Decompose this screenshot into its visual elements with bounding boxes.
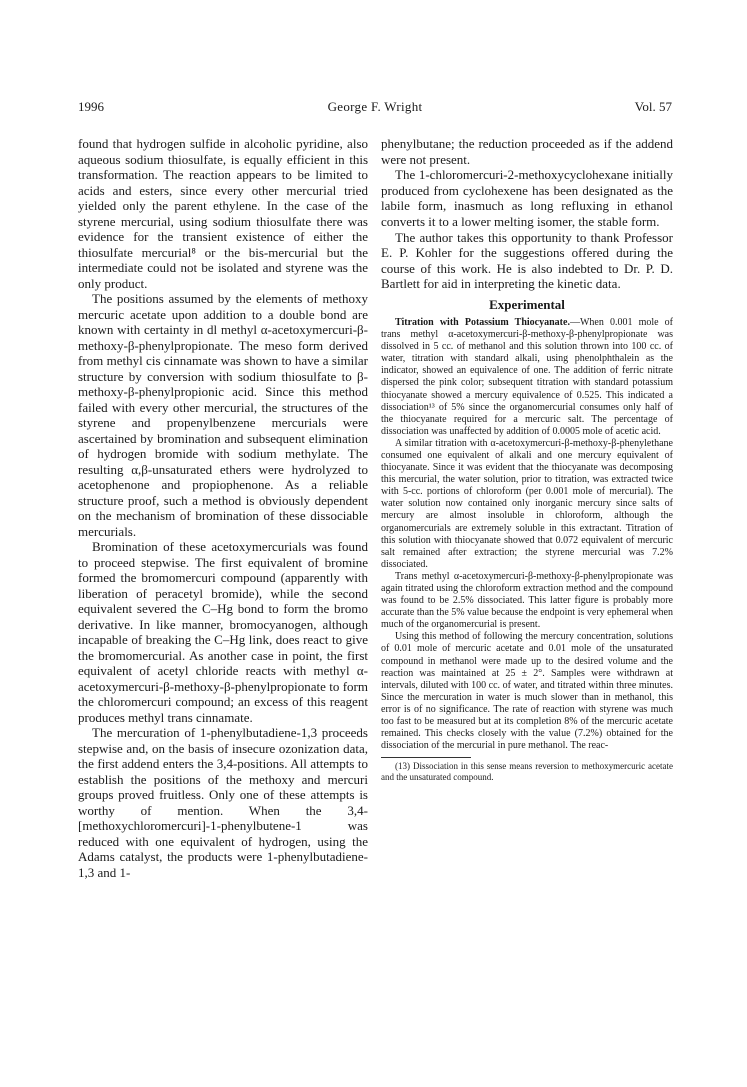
section-heading: Experimental [489,296,565,312]
experimental-paragraph: A similar titration with α-acetoxymercuri-β-methoxy-β-phenylethane consumed one equivalent of alkali and one mercury equivalent of thiocyanate. Since it was evident that the thiocyanate was decomposing this mercurial, the water solution, prior to titration, was extracted twice with 5-cc. portions of chloroform (per 0.001 mole of mercurial). The water solution now contained only inorganic mercury since salts of mercury are almost insoluble in chloroform, although the organomercurials are extremely soluble in this extractant. Titration of this solution with thiocyanate showed that 0.072 equivalent of mercuric salt remained after extraction; the styrene mercurial was 7.2% dissociated. [381,437,673,570]
run-in-heading: Titration with Potassium Thiocyanate. [395,316,570,328]
paragraph: found that hydrogen sulfide in alcoholic pyridine, also aqueous sodium thiosulfate, is equally efficient in this transformation. The reaction appears to be limited to acids and esters, since every other mercurial tried yielded only the parent ethylene. In the case of the styrene mercurial, using sodium thiosulfate there was evidence for the transient existence of either the thiosulfate mercurial⁸ or the bis-mercurial but the intermediate could not be isolated and styrene was the only product. [78,136,368,291]
footnote-rule [381,757,471,758]
right-column [381,136,673,782]
paragraph: The 1-chloromercuri-2-methoxycyclohexane initially produced from cyclohexene has been designated as the labile form, inasmuch as long refluxing in ethanol converts it to a lower melting isomer, the stable form. [381,167,673,229]
page-number: 1996 [78,99,104,114]
paragraph: phenylbutane; the reduction proceeded as if the addend were not present. [381,136,673,167]
footnote: (13) Dissociation in this sense means reversion to methoxymercuric acetate and the unsaturated compound. [381,761,673,782]
paragraph: The mercuration of 1-phenylbutadiene-1,3 proceeds stepwise and, on the basis of insecure ozonization data, the first addend enters the 3,4-positions. All attempts to establish the positions of the methoxy and mercuri groups proved fruitless. Only one of these attempts is worthy of mention. When the 3,4-[methoxychloromercuri]-1-phenylbutene-1 was reduced with one equivalent of hydrogen, using the Adams catalyst, the products were 1-phenylbutadiene-1,3 and 1- [78,725,368,880]
volume-label: Vol. 57 [634,99,672,114]
left-column [78,136,368,880]
experimental-paragraph [381,317,673,438]
experimental-paragraph: Trans methyl α-acetoxymercuri-β-methoxy-β-phenylpropionate was again titrated using the chloroform extraction method and the compound was found to be 2.5% dissociated. This latter figure is probably more accurate than the 5% value because the endpoint is very ephemeral when much of the organomercurial is present. [381,570,673,631]
page-header [78,99,672,119]
experimental-paragraph: Using this method of following the mercury concentration, solutions of 0.01 mole of mercuric acetate and 0.01 mole of the unsaturated compound in methanol were made up to the desired volume and the reaction was maintained at 25 ± 2°. Samples were withdrawn at intervals, diluted with 100 cc. of water, and titrated within three minutes. Since the mercuration in water is much slower than in methanol, this error is of no significance. The rate of reaction with styrene was much too fast to be measured but at its completion 8% of the mercuric acetate remained. This checks closely with the value (7.2%) obtained for the dissociation of the mercurial in pure methanol. The reac- [381,631,673,752]
paragraph: The positions assumed by the elements of methoxy mercuric acetate upon addition to a double bond are known with certainty in dl methyl α-acetoxymercuri-β-methoxy-β-phenylpropionate. The meso form derived from methyl cis cinnamate was shown to have a similar structure by conversion with sodium thiosulfate to β-methoxy-β-phenylpropionic acid. Since this method failed with every other mercurial, the structures of the styrene and propenylbenzene mercurials were ascertained by bromination and subsequent elimination of hydrogen bromide with sodium methylate. The resulting α,β-unsaturated ethers were hydrolyzed to acetophenone and propiophenone. As a reliable structure proof, such a method is obviously dependent on the mechanism of bromination of these dissociable mercurials. [78,291,368,539]
paragraph: Bromination of these acetoxymercurials was found to proceed stepwise. The first equivalent of bromine formed the bromomercuri compound (apparently with liberation of peracetyl bromide), while the second equivalent severed the C–Hg bond to form the bromo derivative. In like manner, bromocyanogen, although incapable of breaking the C–Hg link, does react to give the bromomercurial. As another case in point, the first equivalent of acetyl chloride reacts with methyl α-acetoxymercuri-β-methoxy-β-phenylpropionate to form the chloromercuri compound; an excess of this reagent produces methyl trans cinnamate. [78,539,368,725]
paragraph: The author takes this opportunity to thank Professor E. P. Kohler for the suggestions offered during the course of this work. He is also indebted to Dr. P. D. Bartlett for aid in interpreting the kinetic data. [381,229,673,292]
running-title: George F. Wright [327,99,423,114]
paragraph-text: —When 0.001 mole of trans methyl α-acetoxymercuri-β-methoxy-β-phenylpropionate was dissolved in 5 cc. of methanol and this solution thrown into 100 cc. of water, titration with standard alkali, using phenolphthalein as the indicator, showed an equivalence of one. The addition of ferric nitrate dispersed the pink color; subsequent titration with standard potassium thiocyanate showed a mercury equivalence of 0.525. This indicated a dissociation¹³ of 5% since the organomercurial consumes only half of the thiocyanate required for a mercuric salt. The percentage of dissociation was unaffected by addition of 0.0005 mole of acetic acid. [381,316,674,437]
